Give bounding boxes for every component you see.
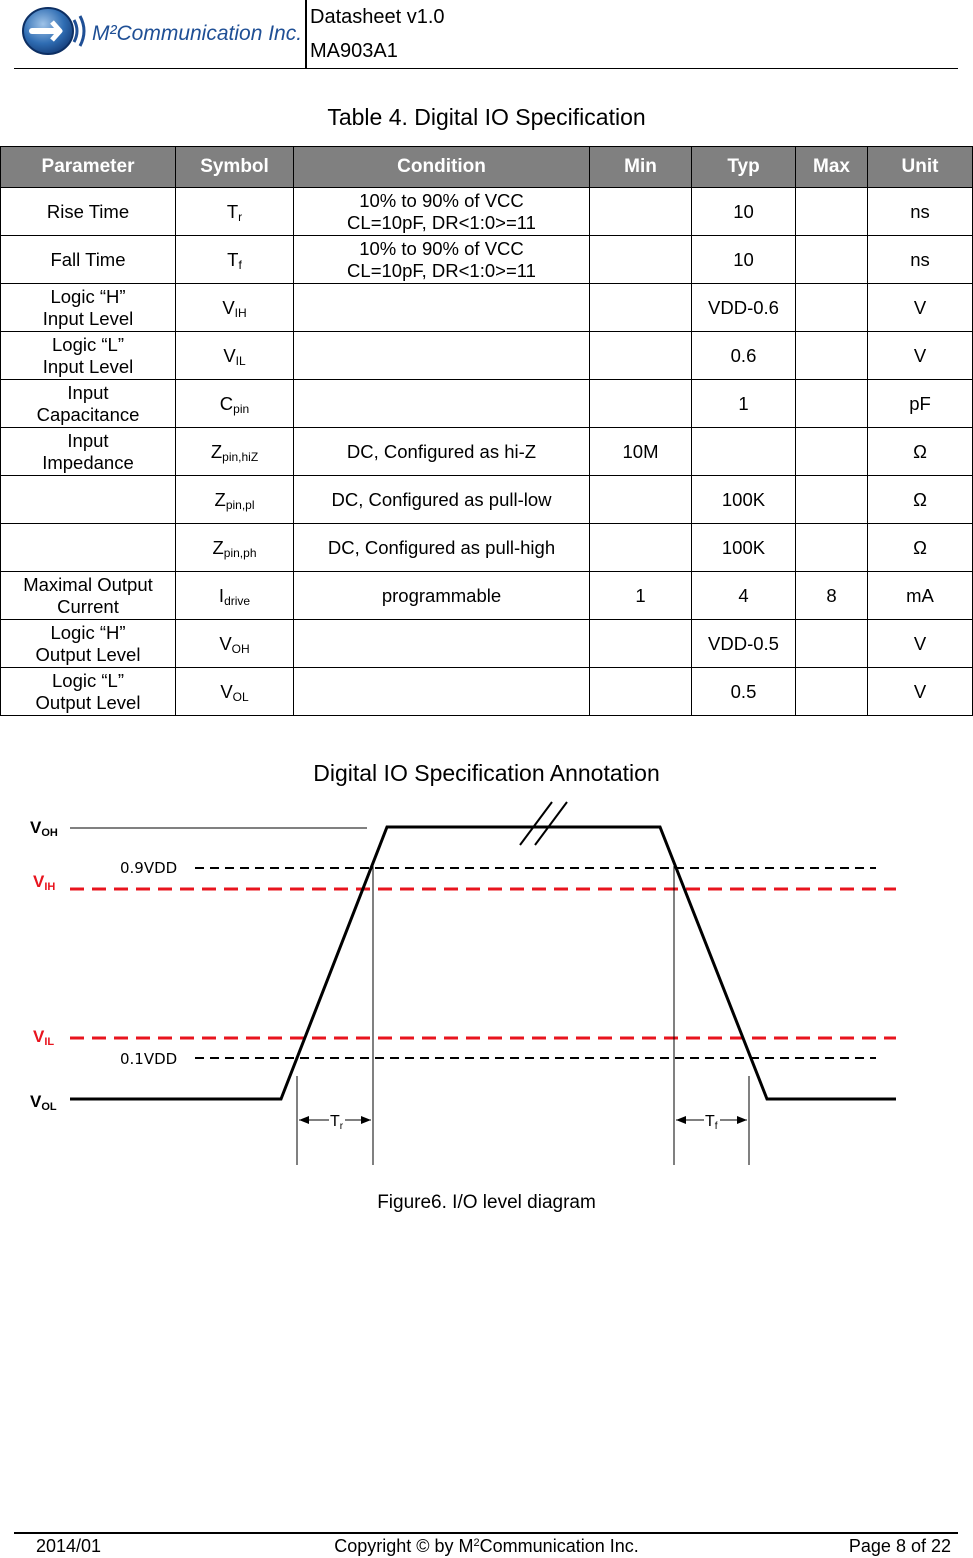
- cell-symbol: [176, 332, 294, 380]
- cell-typ: 0.5: [692, 668, 796, 716]
- footer-page-number: Page 8 of 22: [848, 1536, 951, 1556]
- condition-line: 10% to 90% of VCC: [359, 189, 524, 211]
- cell-max: [796, 524, 868, 572]
- cell-typ: 0.6: [692, 332, 796, 380]
- symbol-subscript: IH: [234, 305, 247, 320]
- cell-unit: V: [868, 284, 973, 332]
- cell-unit: pF: [868, 380, 973, 428]
- cell-unit: Ω: [868, 524, 973, 572]
- parameter-line: Logic “L”: [52, 669, 124, 691]
- condition-line: programmable: [381, 584, 502, 606]
- cell-unit: mA: [868, 572, 973, 620]
- cell-typ: 100K: [692, 476, 796, 524]
- copyright-suffix: Communication Inc.: [479, 1536, 639, 1556]
- vdd10-label: 0.1VDD: [120, 1050, 178, 1068]
- cell-condition: [294, 284, 590, 332]
- cell-parameter: [1, 572, 176, 620]
- cell-min: 10M: [590, 428, 692, 476]
- cell-symbol: [176, 188, 294, 236]
- symbol-subscript: pin,ph: [223, 545, 257, 560]
- cell-condition: [294, 428, 590, 476]
- cell-typ: 10: [692, 188, 796, 236]
- cell-typ: VDD-0.6: [692, 284, 796, 332]
- symbol-base: Z: [212, 536, 224, 558]
- cell-min: [590, 284, 692, 332]
- copyright-superscript: 2: [473, 1537, 480, 1549]
- cell-condition: [294, 524, 590, 572]
- symbol-base: I: [218, 584, 225, 606]
- cell-condition: [294, 668, 590, 716]
- page-header: [14, 0, 958, 69]
- symbol-base: T: [226, 200, 239, 222]
- cell-unit: Ω: [868, 476, 973, 524]
- condition-line: CL=10pF, DR<1:0>=11: [347, 211, 536, 233]
- tf-arrowhead-left: [676, 1116, 686, 1124]
- cell-max: [796, 380, 868, 428]
- break-mark-right: [535, 802, 567, 845]
- cell-parameter: [1, 620, 176, 668]
- cell-min: [590, 524, 692, 572]
- vih-label: VIH: [33, 872, 56, 893]
- cell-condition: [294, 476, 590, 524]
- symbol-subscript: IL: [235, 353, 246, 368]
- figure-caption: Figure6. I/O level diagram: [377, 1192, 596, 1213]
- symbol-subscript: pin: [233, 401, 250, 416]
- figure-title: Digital IO Specification Annotation: [313, 760, 660, 786]
- footer-copyright: [0, 1536, 973, 1557]
- cell-symbol: [176, 284, 294, 332]
- cell-max: [796, 668, 868, 716]
- cell-unit: ns: [868, 188, 973, 236]
- cell-parameter: [1, 284, 176, 332]
- cell-unit: V: [868, 332, 973, 380]
- symbol-subscript: f: [238, 257, 242, 272]
- cell-max: [796, 428, 868, 476]
- table-header-row: [1, 147, 973, 188]
- symbol-subscript: drive: [224, 593, 251, 608]
- cell-symbol: [176, 236, 294, 284]
- cell-typ: 4: [692, 572, 796, 620]
- table-row: [1, 428, 973, 476]
- digital-io-spec-table: [0, 146, 973, 716]
- symbol-subscript: pin,pl: [225, 497, 255, 512]
- cell-parameter: [1, 476, 176, 524]
- parameter-line: Logic “H”: [50, 285, 126, 307]
- cell-unit: ns: [868, 236, 973, 284]
- header-divider: [305, 0, 307, 68]
- cell-condition: [294, 572, 590, 620]
- parameter-line: Impedance: [42, 451, 134, 473]
- condition-line: DC, Configured as hi-Z: [346, 440, 537, 462]
- cell-parameter: [1, 236, 176, 284]
- doc-model: MA903A1: [310, 40, 398, 62]
- parameter-line: Logic “H”: [50, 621, 126, 643]
- cell-symbol: [176, 428, 294, 476]
- condition-line: CL=10pF, DR<1:0>=11: [347, 259, 536, 281]
- cell-typ: 1: [692, 380, 796, 428]
- parameter-line: Input Level: [42, 307, 134, 329]
- cell-min: [590, 236, 692, 284]
- vil-label: VIL: [33, 1027, 55, 1048]
- cell-condition: [294, 380, 590, 428]
- parameter-line: Input Level: [42, 355, 134, 377]
- cell-min: [590, 668, 692, 716]
- parameter-line: Input: [67, 381, 109, 403]
- symbol-base: V: [220, 680, 233, 702]
- cell-max: [796, 476, 868, 524]
- column-header: Min: [590, 147, 692, 188]
- cell-unit: Ω: [868, 428, 973, 476]
- symbol-subscript: OL: [232, 689, 249, 704]
- tf-label: Tf: [705, 1113, 718, 1132]
- cell-typ: [692, 428, 796, 476]
- vol-label: VOL: [30, 1092, 57, 1113]
- tr-label: Tr: [330, 1113, 344, 1132]
- parameter-line: Maximal Output: [23, 573, 153, 595]
- symbol-base: T: [227, 248, 239, 270]
- condition-line: DC, Configured as pull-high: [327, 536, 556, 558]
- symbol-base: V: [219, 632, 232, 654]
- table-row: [1, 572, 973, 620]
- table-row: [1, 524, 973, 572]
- table-row: [1, 284, 973, 332]
- parameter-line: Current: [57, 595, 119, 617]
- parameter-line: Input: [67, 429, 109, 451]
- column-header: Condition: [294, 147, 590, 188]
- cell-min: [590, 380, 692, 428]
- footer-date: 2014/01: [36, 1536, 102, 1556]
- cell-parameter: [1, 188, 176, 236]
- copyright-prefix: Copyright © by M: [334, 1536, 474, 1556]
- symbol-subscript: OH: [231, 641, 250, 656]
- table-row: [1, 188, 973, 236]
- table-body: [1, 188, 973, 716]
- cell-max: [796, 284, 868, 332]
- column-header: Symbol: [176, 147, 294, 188]
- break-mark-left: [520, 802, 552, 845]
- cell-max: [796, 188, 868, 236]
- cell-min: [590, 620, 692, 668]
- condition-line: 10% to 90% of VCC: [359, 237, 524, 259]
- tr-arrowhead-right: [361, 1116, 371, 1124]
- parameter-line: Logic “L”: [52, 333, 124, 355]
- symbol-subscript: r: [238, 209, 243, 224]
- cell-max: [796, 620, 868, 668]
- cell-parameter: [1, 332, 176, 380]
- vdd90-label: 0.9VDD: [120, 859, 178, 877]
- parameter-line: Output Level: [35, 643, 141, 665]
- voh-label: VOH: [30, 818, 58, 839]
- cell-symbol: [176, 620, 294, 668]
- cell-min: 1: [590, 572, 692, 620]
- cell-condition: [294, 236, 590, 284]
- cell-max: [796, 236, 868, 284]
- column-header: Max: [796, 147, 868, 188]
- table-row: [1, 380, 973, 428]
- cell-condition: [294, 188, 590, 236]
- table-caption: Table 4. Digital IO Specification: [327, 104, 646, 130]
- table-row: [1, 668, 973, 716]
- cell-condition: [294, 620, 590, 668]
- cell-symbol: [176, 476, 294, 524]
- symbol-base: Z: [210, 440, 223, 462]
- company-name: M²Communication Inc.: [92, 22, 303, 45]
- doc-title: Datasheet v1.0: [310, 6, 445, 28]
- symbol-base: V: [222, 296, 235, 318]
- cell-min: [590, 476, 692, 524]
- table-row: [1, 620, 973, 668]
- cell-condition: [294, 332, 590, 380]
- parameter-line: Rise Time: [46, 200, 130, 222]
- symbol-base: C: [219, 392, 234, 414]
- cell-min: [590, 188, 692, 236]
- table-row: [1, 236, 973, 284]
- parameter-line: Output Level: [35, 691, 141, 713]
- table-row: [1, 332, 973, 380]
- symbol-base: V: [223, 344, 236, 366]
- tr-arrowhead-left: [299, 1116, 309, 1124]
- column-header: Typ: [692, 147, 796, 188]
- cell-parameter: [1, 380, 176, 428]
- symbol-subscript: pin,hiZ: [222, 449, 259, 464]
- table-row: [1, 476, 973, 524]
- parameter-line: Capacitance: [36, 403, 140, 425]
- cell-symbol: [176, 668, 294, 716]
- cell-unit: V: [868, 620, 973, 668]
- cell-max: 8: [796, 572, 868, 620]
- footer-divider: [14, 1532, 958, 1534]
- cell-min: [590, 332, 692, 380]
- cell-symbol: [176, 572, 294, 620]
- cell-typ: 100K: [692, 524, 796, 572]
- cell-unit: V: [868, 668, 973, 716]
- column-header: Unit: [868, 147, 973, 188]
- cell-parameter: [1, 428, 176, 476]
- cell-symbol: [176, 380, 294, 428]
- condition-line: DC, Configured as pull-low: [331, 488, 552, 510]
- column-header: Parameter: [1, 147, 176, 188]
- cell-parameter: [1, 524, 176, 572]
- cell-symbol: [176, 524, 294, 572]
- parameter-line: Fall Time: [50, 248, 126, 270]
- io-level-diagram: [0, 780, 973, 1180]
- symbol-base: Z: [214, 488, 226, 510]
- cell-typ: 10: [692, 236, 796, 284]
- cell-max: [796, 332, 868, 380]
- cell-parameter: [1, 668, 176, 716]
- tf-arrowhead-right: [737, 1116, 747, 1124]
- cell-typ: VDD-0.5: [692, 620, 796, 668]
- company-logo: [18, 2, 306, 60]
